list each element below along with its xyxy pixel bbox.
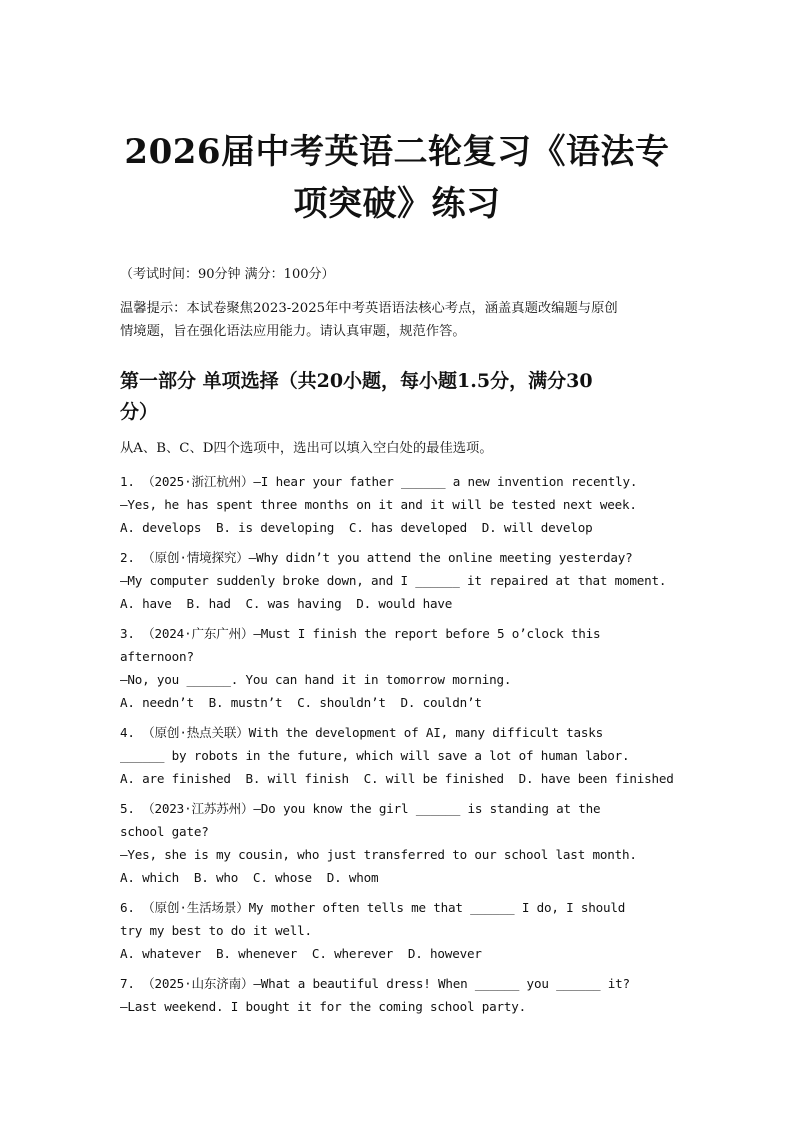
section-title-line-2: 分） (120, 401, 159, 423)
question-line: 4. （原创·热点关联）With the development of AI, many difficult tasks (120, 725, 604, 740)
question-line: —No, you ______. You can hand it in tomorrow morning. (120, 672, 512, 687)
question-line: A. are finished B. will finish C. will be finished D. have been finished (120, 771, 674, 786)
question-line: 3. （2024·广东广州）—Must I finish the report before 5 o’clock this (120, 626, 601, 641)
title-line-1: 2026届中考英语二轮复习《语法专 (124, 132, 670, 172)
tip-line-1: 温馨提示：本试卷聚焦2023-2025年中考英语语法核心考点，涵盖真题改编题与原创 (120, 301, 618, 316)
question-line: —Last weekend. I bought it for the coming school party. (120, 999, 527, 1014)
warm-tip (120, 297, 680, 343)
question-line: A. develops B. is developing C. has developed D. will develop (120, 520, 593, 535)
question-line: —Yes, she is my cousin, who just transferred to our school last month. (120, 847, 637, 862)
question-line: school gate? (120, 824, 209, 839)
question-item (120, 896, 690, 965)
question-item (120, 797, 690, 889)
question-line: 6. （原创·生活场景）My mother often tells me that ______ I do, I should (120, 900, 626, 915)
question-item (120, 622, 690, 714)
question-item (120, 470, 690, 539)
document-title (60, 126, 734, 230)
question-list (120, 470, 690, 1025)
question-line: A. needn’t B. mustn’t C. shouldn’t D. couldn’t (120, 695, 482, 710)
section-title-line-1: 第一部分 单项选择（共20小题，每小题1.5分，满分30 (120, 370, 593, 392)
section-instruction: 从A、B、C、D四个选项中，选出可以填入空白处的最佳选项。 (120, 441, 493, 456)
question-line: try my best to do it well. (120, 923, 312, 938)
title-line-2: 项突破》练习 (293, 184, 501, 224)
question-line: 7. （2025·山东济南）—What a beautiful dress! When ______ you ______ it? (120, 976, 630, 991)
question-line: 2. （原创·情境探究）—Why didn’t you attend the online meeting yesterday? (120, 550, 633, 565)
question-item (120, 972, 690, 1018)
question-line: —My computer suddenly broke down, and I ______ it repaired at that moment. (120, 573, 667, 588)
question-line: 1. （2025·浙江杭州）—I hear your father ______ a new invention recently. (120, 474, 638, 489)
tip-line-2: 情境题，旨在强化语法应用能力。请认真审题，规范作答。 (120, 324, 466, 339)
question-line: 5. （2023·江苏苏州）—Do you know the girl ______ is standing at the (120, 801, 601, 816)
question-item (120, 546, 690, 615)
question-line: A. which B. who C. whose D. whom (120, 870, 379, 885)
question-line: A. whatever B. whenever C. wherever D. however (120, 946, 482, 961)
exam-meta: （考试时间：90分钟 满分：100分） (120, 267, 335, 282)
question-item (120, 721, 690, 790)
question-line: A. have B. had C. was having D. would have (120, 596, 453, 611)
section-title (120, 366, 680, 428)
question-line: afternoon? (120, 649, 194, 664)
question-line: —Yes, he has spent three months on it and it will be tested next week. (120, 497, 637, 512)
question-line: ______ by robots in the future, which will save a lot of human labor. (120, 748, 630, 763)
